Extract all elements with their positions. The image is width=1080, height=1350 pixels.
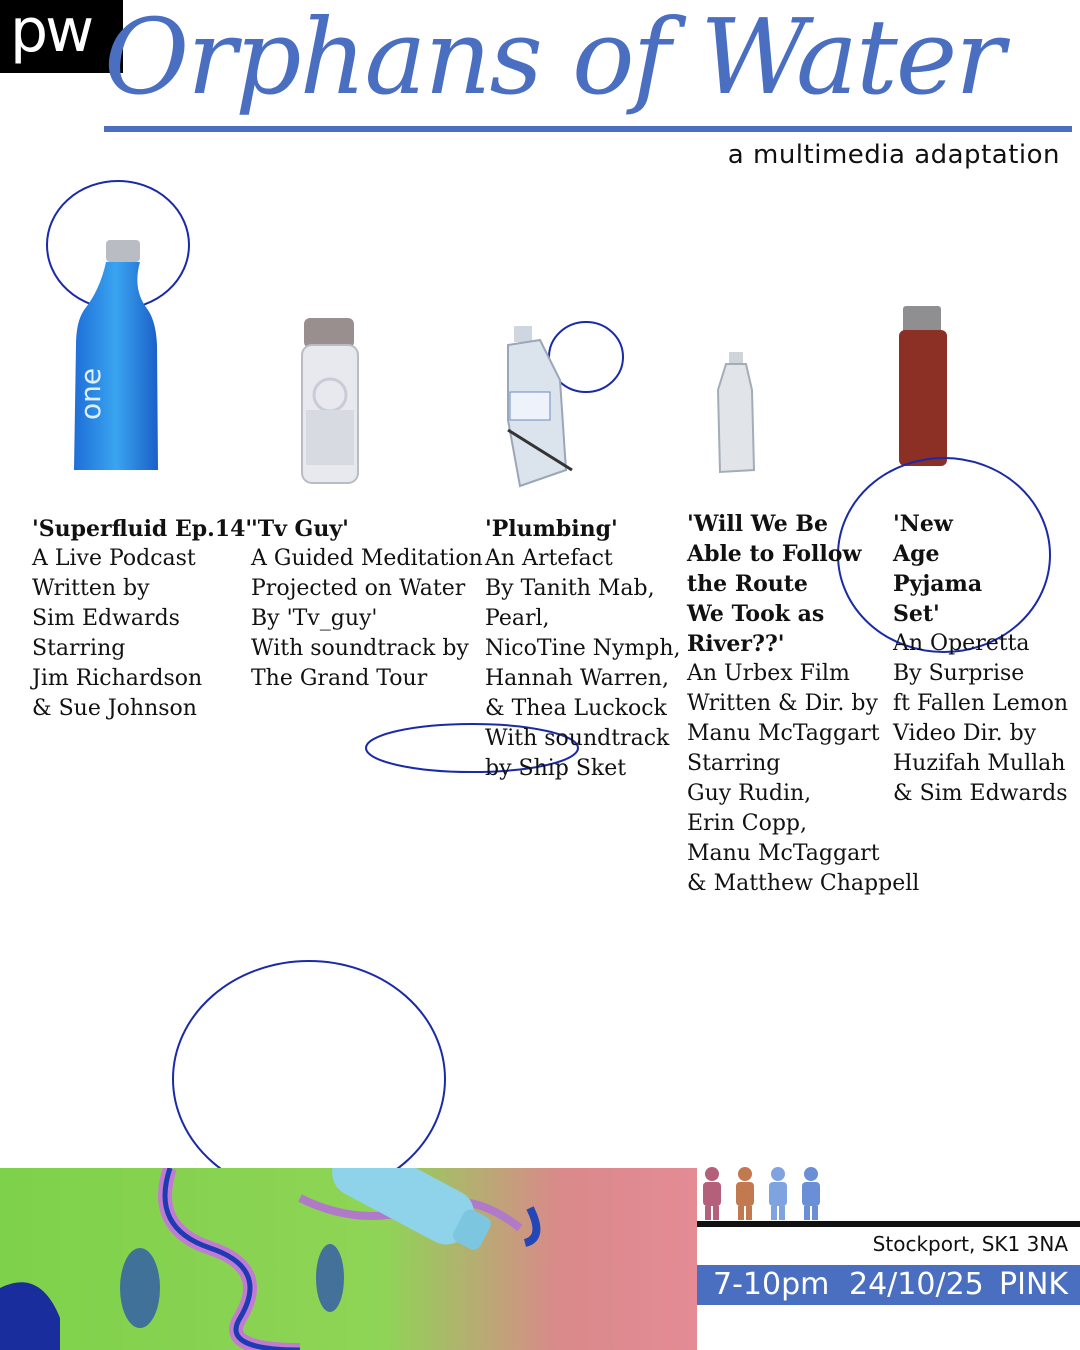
work-title-line: River??': [687, 631, 785, 657]
work-line: & Sue Johnson: [32, 696, 197, 721]
work-line: & Thea Luckock: [485, 696, 667, 721]
work-line: ft Fallen Lemon: [893, 691, 1069, 716]
work-line: & Matthew Chappell: [687, 871, 920, 896]
work-line: Written & Dir. by: [687, 691, 878, 716]
work-title-line: 'New: [893, 511, 953, 537]
crushed-plastic-bottle-icon: [508, 326, 572, 486]
work-line: An Operetta: [893, 631, 1030, 656]
work-will-we-be-able: [687, 509, 919, 899]
work-line: By 'Tv_guy': [251, 606, 378, 631]
work-line: A Live Podcast: [32, 546, 196, 571]
work-line: by Ship Sket: [485, 756, 627, 781]
page-title: Orphans of Water: [104, 0, 1004, 118]
work-line: & Sim Edwards: [893, 781, 1068, 806]
work-new-age-pyjama-set: [893, 509, 1068, 809]
satellite-river-image: [0, 1168, 697, 1350]
blue-aluminium-bottle-icon: [74, 240, 158, 470]
work-title-line: We Took as: [687, 601, 825, 627]
event-info-bar: [697, 1265, 1080, 1305]
logo-text: pw: [10, 0, 92, 66]
work-tv-guy: [251, 514, 483, 694]
work-line: Jim Richardson: [32, 666, 203, 691]
event-location: Stockport, SK1 3NA: [872, 1232, 1068, 1256]
ring-5: [173, 961, 445, 1197]
work-line: Hannah Warren,: [485, 666, 669, 691]
satellite-river-graphic: [0, 1168, 697, 1350]
four-figures-holding-hands-icon: [697, 1164, 847, 1224]
work-line: Sim Edwards: [32, 606, 180, 631]
work-line: A Guided Meditation: [251, 546, 483, 571]
work-line: With soundtrack by: [251, 636, 469, 661]
work-title: 'Tv Guy': [251, 516, 349, 542]
work-line: Erin Copp,: [687, 811, 808, 836]
work-title: 'Plumbing': [485, 516, 618, 542]
work-title-line: the Route: [687, 571, 808, 597]
work-line: Manu McTaggart: [687, 841, 880, 866]
work-line: By Surprise: [893, 661, 1025, 686]
work-title-line: Set': [893, 601, 940, 627]
work-line: Manu McTaggart: [687, 721, 880, 746]
work-title-line: 'Will We Be: [687, 511, 828, 537]
work-superfluid: [32, 514, 252, 724]
red-steel-bottle-icon: [899, 306, 947, 466]
work-line: Written by: [32, 576, 150, 601]
divider-bar: [697, 1221, 1080, 1227]
work-title-line: Pyjama: [893, 571, 983, 597]
work-line: Starring: [32, 636, 126, 661]
event-time: 7-10pm: [713, 1267, 830, 1302]
work-line: By Tanith Mab,: [485, 576, 655, 601]
work-line: Guy Rudin,: [687, 781, 812, 806]
work-line: NicoTine Nymph,: [485, 636, 681, 661]
work-line: Video Dir. by: [893, 721, 1037, 746]
work-line: Huzifah Mullah: [893, 751, 1066, 776]
work-line: An Artefact: [485, 546, 613, 571]
small-plastic-bottle-icon: [718, 352, 754, 472]
work-plumbing: [485, 514, 681, 784]
subtitle: a multimedia adaptation: [727, 140, 1060, 170]
event-date: 24/10/25: [849, 1267, 984, 1302]
work-line: Pearl,: [485, 606, 550, 631]
work-line: The Grand Tour: [251, 666, 428, 691]
work-line: Projected on Water: [251, 576, 466, 601]
event-venue: PINK: [999, 1267, 1069, 1302]
work-line: Starring: [687, 751, 781, 776]
work-line: An Urbex Film: [687, 661, 850, 686]
work-title-line: Able to Follow: [687, 541, 862, 567]
work-title: 'Superfluid Ep.14': [32, 516, 253, 542]
clear-glass-bottle-icon: [302, 318, 358, 483]
work-title-line: Age: [893, 541, 940, 567]
svg-text:one: one: [74, 367, 107, 420]
figures-graphic: [697, 1164, 847, 1224]
work-line: With soundtrack: [485, 726, 670, 751]
